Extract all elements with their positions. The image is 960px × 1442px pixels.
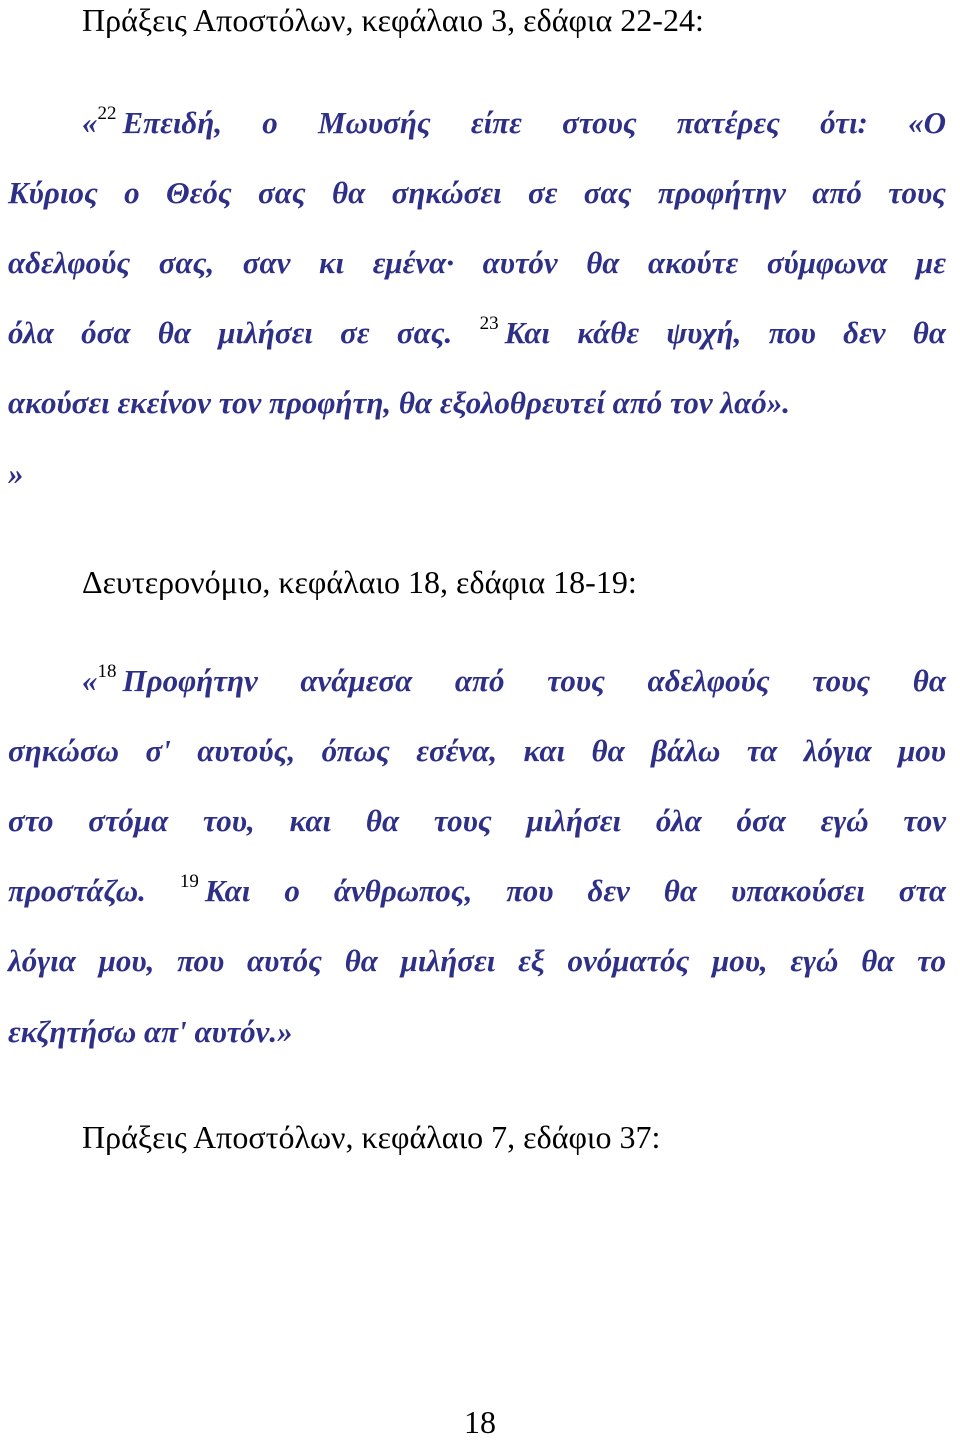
verse-number: 19 <box>179 871 199 892</box>
close-quote-mark: » <box>8 456 24 491</box>
verse-text: Και κάθε ψυχή, που δεν θα <box>504 315 946 350</box>
quote-line: αδελφούς σας, σαν κι εμένα· αυτόν θα ακούτε σύμφωνα με <box>8 245 946 280</box>
quote-line <box>8 871 946 911</box>
quote-line: λόγια μου, που αυτός θα μιλήσει εξ ονόματός μου, εγώ θα το <box>8 943 946 978</box>
verse-text: Προφήτην ανάμεσα από τους αδελφούς τους θα <box>122 663 946 698</box>
verse-text: Επειδή, ο Μωυσής είπε στους πατέρες ότι: «Ο <box>122 105 946 140</box>
open-quote-mark: « <box>82 105 98 140</box>
quote-line: ακούσει εκείνον τον προφήτη, θα εξολοθρευτεί από τον λαό». <box>8 385 790 420</box>
verse-number: 18 <box>97 661 117 682</box>
quote-line <box>82 661 946 701</box>
quote-line: εκζητήσω απ' αυτόν.» <box>8 1014 293 1049</box>
verse-number: 22 <box>97 103 117 124</box>
verse-number: 23 <box>479 313 499 334</box>
quote-line: στο στόμα του, και θα τους μιλήσει όλα όσα εγώ τον <box>8 803 946 838</box>
open-quote-mark: « <box>82 663 98 698</box>
heading-acts-7: Πράξεις Αποστόλων, κεφάλαιο 7, εδάφιο 37: <box>82 1119 661 1155</box>
quote-line <box>82 103 946 143</box>
verse-text: Και ο άνθρωπος, που δεν θα υπακούσει στα <box>204 873 946 908</box>
page-number: 18 <box>464 1404 496 1440</box>
verse-text: όλα όσα θα μιλήσει σε σας. <box>8 315 453 350</box>
verse-text: προστάζω. <box>8 873 146 908</box>
quote-line <box>8 313 946 353</box>
quote-line: Κύριος ο Θεός σας θα σηκώσει σε σας προφήτην από τους <box>8 175 946 210</box>
heading-acts-3: Πράξεις Αποστόλων, κεφάλαιο 3, εδάφια 22-24: <box>82 2 704 38</box>
heading-deuteronomy-18: Δευτερονόμιο, κεφάλαιο 18, εδάφια 18-19: <box>82 564 637 600</box>
quote-line: σηκώσω σ' αυτούς, όπως εσένα, και θα βάλω τα λόγια μου <box>8 733 946 768</box>
